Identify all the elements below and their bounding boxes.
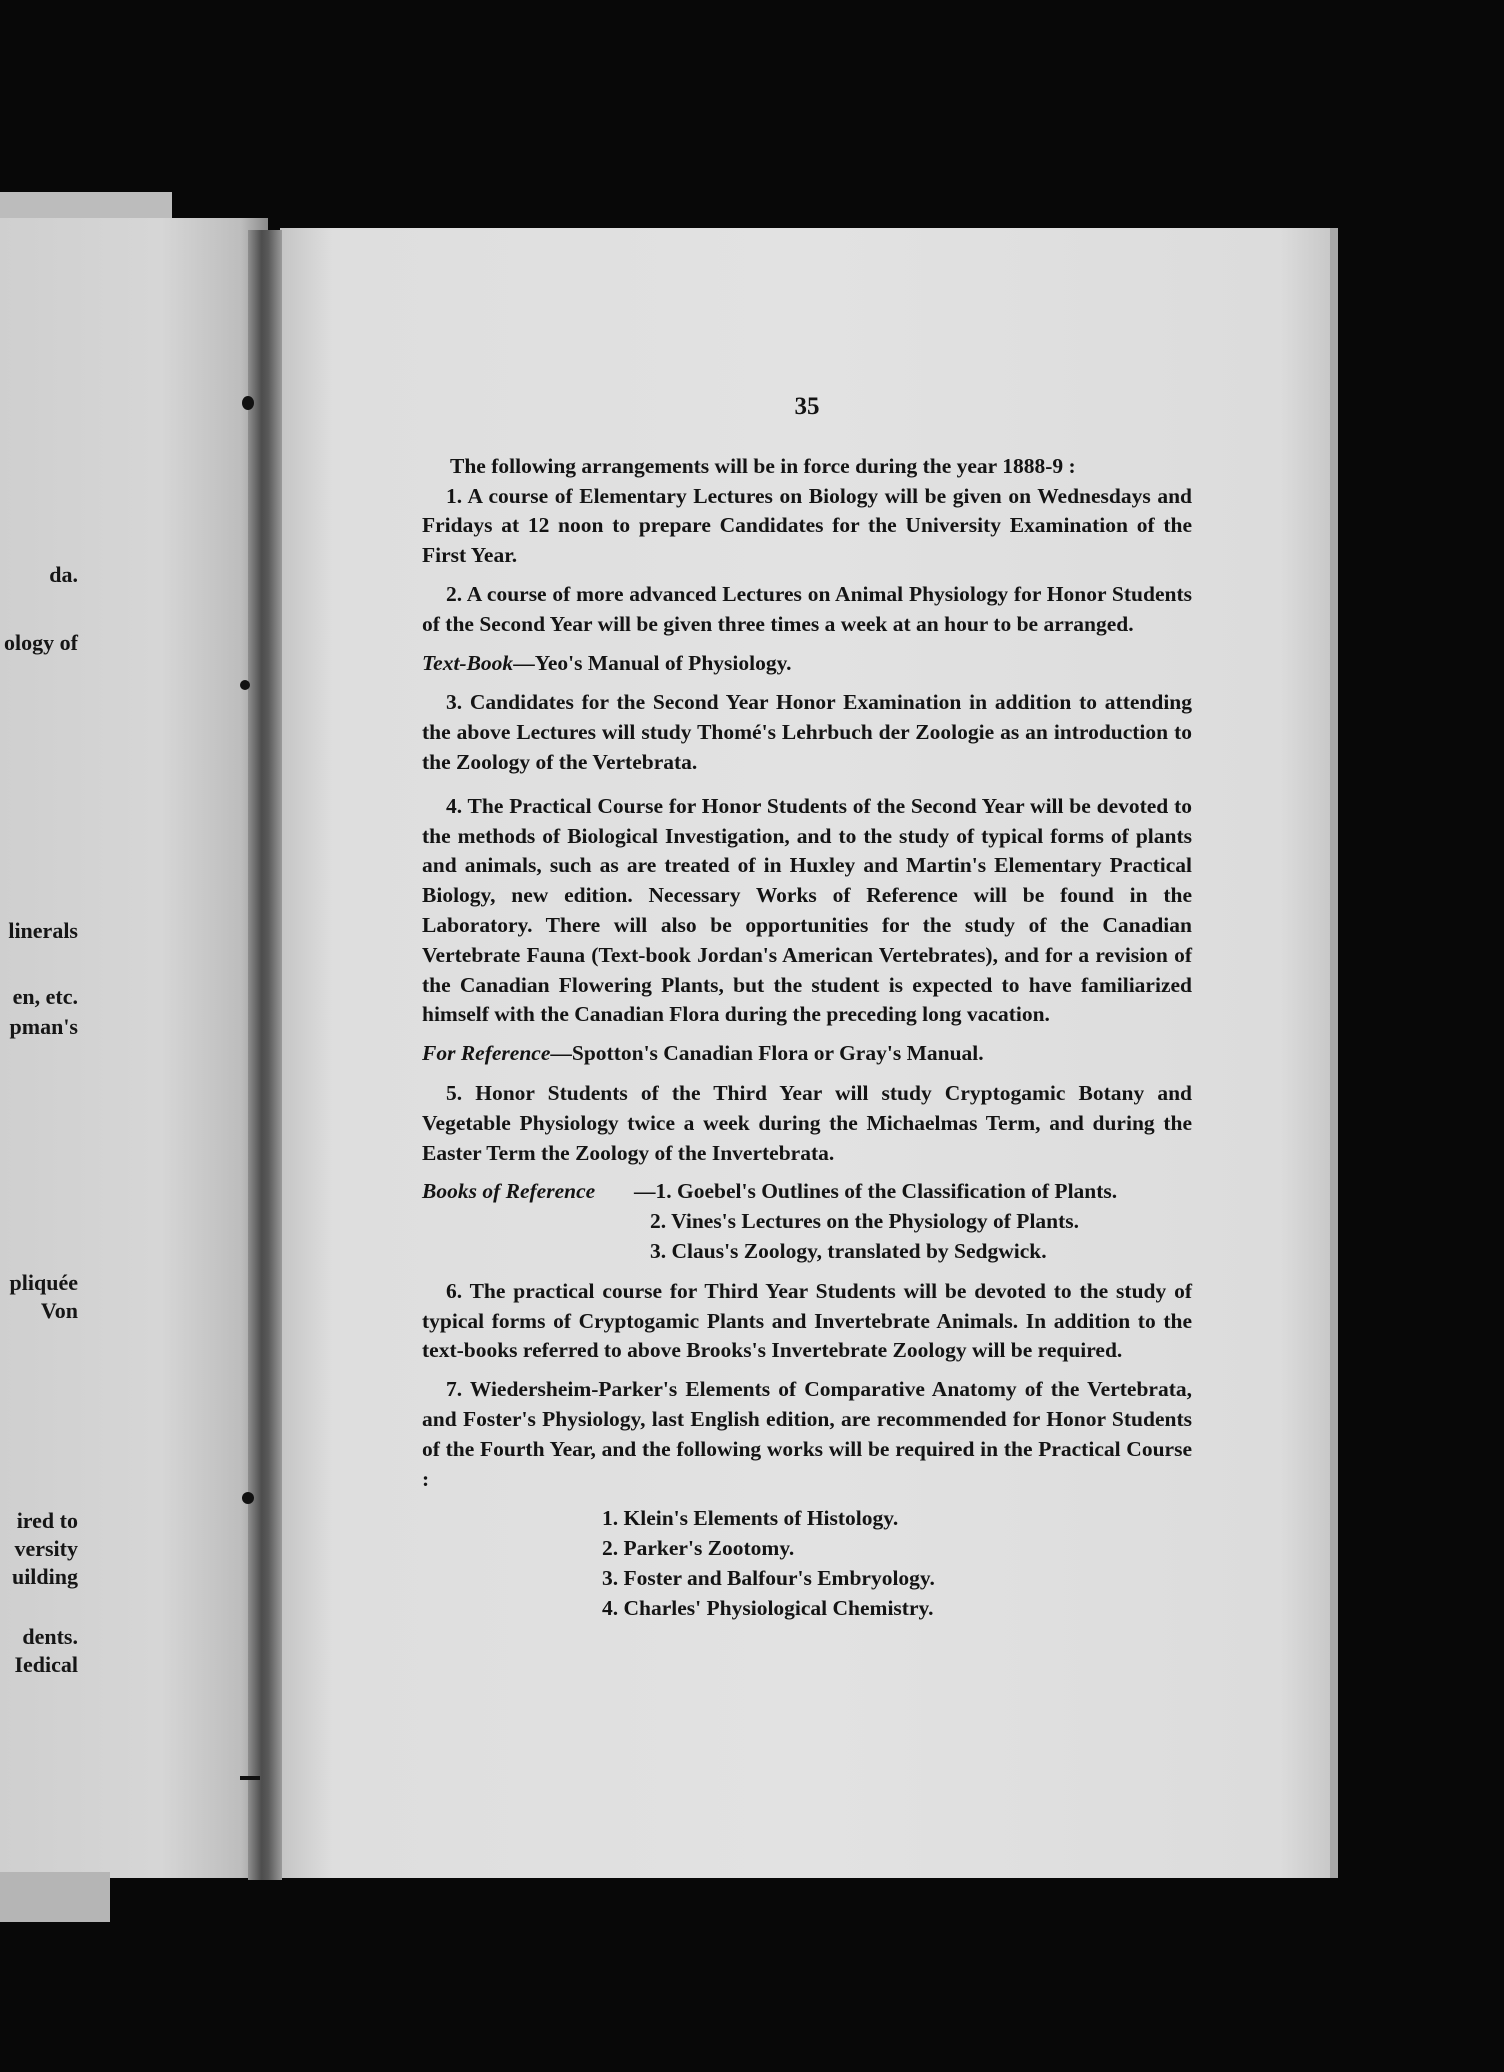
book-entry [422, 1207, 1192, 1237]
left-page-fragment: ired to [16, 1508, 78, 1533]
book-spine [248, 230, 282, 1880]
left-page-fragment: versity [14, 1536, 78, 1561]
book-entry-text: —1. Goebel's Outlines of the Classification of Plants. [634, 1179, 1118, 1204]
item-1-paragraph: 1. A course of Elementary Lectures on Biology will be given on Wednesdays and Fridays at 12 noon to prepare Candidates for the University Examination of the First Year. [422, 483, 1192, 568]
left-page-fragment: en, etc. [12, 984, 78, 1009]
textbook-label: Text-Book [422, 650, 514, 675]
textbook-line [422, 649, 1192, 679]
left-page-fragment: pliquée [9, 1270, 78, 1295]
page-text [422, 392, 1192, 1623]
binding-thread-mark [242, 396, 254, 410]
reference-label: For Reference [422, 1041, 551, 1066]
book-entry-text: 2. Vines's Lectures on the Physiology of Plants. [650, 1209, 1080, 1234]
right-page-edge [1330, 228, 1338, 1878]
item-7-paragraph: 7. Wiedersheim-Parker's Elements of Comparative Anatomy of the Vertebrata, and Foster's Physiology, last English edition, are recommended for Honor Students of the Fourth Year, and the following works will be required in the Practical Course : [422, 1377, 1192, 1491]
item-3-paragraph: 3. Candidates for the Second Year Honor Examination in addition to attending the above Lectures will study Thomé's Lehrbuch der Zoologie as an introduction to the Zoology of the Vertebrata. [422, 690, 1192, 774]
book-entry [422, 1237, 1192, 1267]
book-entry-text: 3. Claus's Zoology, translated by Sedgwick. [650, 1238, 1047, 1263]
item-6-paragraph: 6. The practical course for Third Year Students will be devoted to the study of typical forms of Cryptogamic Plants and Invertebrate Animals. In addition to the text-books referred to above Brooks's Invertebrate Zoology will be required. [422, 1278, 1192, 1363]
binding-thread-mark [240, 680, 250, 690]
textbook-value: —Yeo's Manual of Physiology. [513, 650, 792, 675]
left-page-fragment: da. [49, 562, 78, 587]
page-number: 35 [794, 393, 820, 420]
left-page-fragment: uilding [11, 1564, 78, 1589]
left-page [0, 218, 268, 1878]
books-of-reference-label: Books of Reference [422, 1179, 596, 1204]
left-page-fragment: Iedical [14, 1652, 78, 1677]
book-entry [422, 1177, 1192, 1207]
intro-paragraph: The following arrangements will be in force during the year 1888-9 : [450, 453, 1076, 478]
required-work-item: 2. Parker's Zootomy. [602, 1536, 795, 1561]
required-work-item: 1. Klein's Elements of Histology. [602, 1506, 899, 1531]
required-works-list [602, 1503, 1192, 1623]
binding-thread-mark [242, 1492, 254, 1504]
item-2-paragraph: 2. A course of more advanced Lectures on Animal Physiology for Honor Students of the Second Year will be given three times a week at an hour to be arranged. [422, 581, 1192, 636]
books-of-reference [422, 1177, 1192, 1266]
reference-line [422, 1039, 1192, 1069]
reference-value: —Spotton's Canadian Flora or Gray's Manual. [550, 1041, 984, 1066]
item-5-paragraph: 5. Honor Students of the Third Year will study Cryptogamic Botany and Vegetable Physiology twice a week during the Michaelmas Term, and during the Easter Term the Zoology of the Invertebrata. [422, 1080, 1192, 1165]
required-work-item: 3. Foster and Balfour's Embryology. [602, 1566, 935, 1591]
binding-thread-mark [240, 1776, 260, 1780]
left-page-fragment: Von [40, 1298, 78, 1323]
left-page-bottom-edge [0, 1872, 110, 1922]
left-page-fragment: pman's [9, 1014, 78, 1039]
left-page-fragment: dents. [22, 1624, 78, 1649]
item-4-paragraph: 4. The Practical Course for Honor Students of the Second Year will be devoted to the methods of Biological Investigation, and to the study of typical forms of plants and animals, such as are treated of in Huxley and Martin's Elementary Practical Biology, new edition. Necessary Works of Reference will be found in the Laboratory. There will also be opportunities for the study of the Canadian Vertebrate Fauna (Text-book Jordan's American Vertebrates), and for a revision of the Canadian Flowering Plants, but the student is expected to have familiarized himself with the Canadian Flora during the preceding long vacation. [422, 793, 1192, 1027]
required-work-item: 4. Charles' Physiological Chemistry. [602, 1596, 934, 1621]
left-page-fragment: ology of [4, 630, 78, 655]
left-page-fragment: linerals [8, 918, 78, 943]
